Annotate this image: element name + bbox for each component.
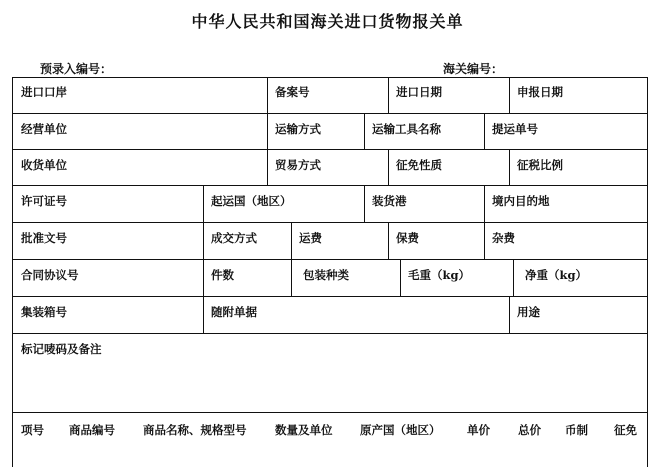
import-port-label: 进口口岸	[21, 85, 67, 99]
goods-col-name-spec: 商品名称、规格型号	[143, 423, 247, 437]
column-divider	[291, 222, 292, 259]
contract-number-label: 合同协议号	[21, 268, 79, 282]
row-divider	[13, 113, 647, 114]
column-divider	[388, 78, 389, 113]
goods-col-unit-price: 单价	[467, 423, 490, 437]
loading-port-label: 装货港	[372, 194, 407, 208]
row-divider	[13, 149, 647, 150]
row-divider	[13, 333, 647, 334]
goods-col-total-price: 总价	[518, 423, 541, 437]
column-divider	[203, 259, 204, 296]
column-divider	[203, 222, 204, 259]
business-unit-label: 经营单位	[21, 122, 67, 136]
declaration-date-label: 申报日期	[517, 85, 563, 99]
transaction-mode-label: 成交方式	[211, 231, 257, 245]
misc-fees-label: 杂费	[492, 231, 515, 245]
freight-label: 运费	[299, 231, 322, 245]
goods-col-exemption: 征免	[614, 423, 637, 437]
form-title: 中华人民共和国海关进口货物报关单	[191, 12, 464, 31]
net-weight-label: 净重（kg）	[525, 268, 588, 282]
trade-mode-label: 贸易方式	[275, 158, 321, 172]
column-divider	[509, 296, 510, 333]
goods-col-item-no: 项号	[21, 423, 44, 437]
usage-label: 用途	[517, 305, 540, 319]
transport-vehicle-name-label: 运输工具名称	[372, 122, 441, 136]
package-type-label: 包装种类	[303, 268, 349, 282]
tax-ratio-label: 征税比例	[517, 158, 563, 172]
column-divider	[400, 259, 401, 296]
bill-of-lading-label: 提运单号	[492, 122, 538, 136]
goods-col-quantity-unit: 数量及单位	[275, 423, 333, 437]
transport-mode-label: 运输方式	[275, 122, 321, 136]
row-divider	[13, 222, 647, 223]
column-divider	[364, 185, 365, 222]
column-divider	[267, 78, 268, 185]
column-divider	[484, 113, 485, 149]
package-count-label: 件数	[211, 268, 234, 282]
goods-col-currency: 币制	[565, 423, 588, 437]
attached-documents-label: 随附单据	[211, 305, 257, 319]
marks-and-remarks-label: 标记唛码及备注	[21, 342, 102, 356]
column-divider	[388, 222, 389, 259]
domestic-destination-label: 境内目的地	[492, 194, 550, 208]
row-divider	[13, 412, 647, 413]
row-divider	[13, 259, 647, 260]
exemption-nature-label: 征免性质	[396, 158, 442, 172]
column-divider	[484, 185, 485, 222]
row-divider	[13, 185, 647, 186]
row-divider	[13, 296, 647, 297]
record-number-label: 备案号	[275, 85, 310, 99]
approval-number-label: 批准文号	[21, 231, 67, 245]
column-divider	[388, 149, 389, 185]
gross-weight-label: 毛重（kg）	[408, 268, 471, 282]
goods-col-origin-country: 原产国（地区）	[360, 423, 441, 437]
column-divider	[509, 149, 510, 185]
column-divider	[484, 222, 485, 259]
column-divider	[291, 259, 292, 296]
insurance-label: 保费	[396, 231, 419, 245]
goods-col-commodity-code: 商品编号	[69, 423, 115, 437]
column-divider	[203, 296, 204, 333]
column-divider	[513, 259, 514, 296]
column-divider	[364, 113, 365, 149]
declaration-form-grid	[12, 77, 648, 467]
import-date-label: 进口日期	[396, 85, 442, 99]
preparer-number-label: 预录入编号：	[40, 62, 113, 76]
origin-country-label: 起运国（地区）	[211, 194, 292, 208]
column-divider	[203, 185, 204, 222]
license-number-label: 许可证号	[21, 194, 67, 208]
consignee-unit-label: 收货单位	[21, 158, 67, 172]
column-divider	[509, 78, 510, 113]
customs-number-label: 海关编号：	[443, 62, 504, 76]
container-number-label: 集装箱号	[21, 305, 67, 319]
